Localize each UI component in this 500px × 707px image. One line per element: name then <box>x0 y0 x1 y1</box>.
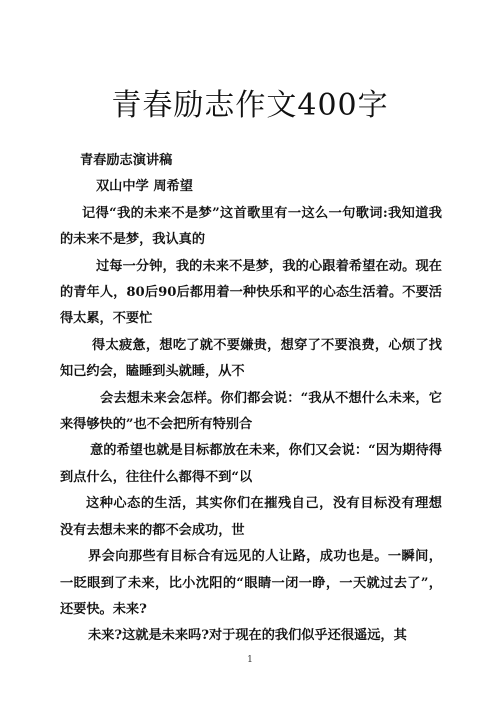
paragraph-1: 记得“我的未来不是梦”这首歌里有一这么一句歌词:我知道我的未来不是梦，我认真的 <box>60 205 442 248</box>
paragraph-7: 界会向那些有目标合有远见的人让路，成功也是。一瞬间，一眨眼到了未来，比小沈阳的“眼睛一闭一睁，一天就过去了”，还要快。未来? <box>60 549 442 617</box>
page-number: 1 <box>247 655 253 665</box>
paragraph-3: 得太疲惫，想吃了就不要嫌贵，想穿了不要浪费，心烦了找知己约会，瞌睡到头就睡，从不 <box>60 337 442 380</box>
paragraph-8: 未来?这就是未来吗?对于现在的我们似乎还很遥远，其 <box>88 628 407 644</box>
subheading: 青春励志演讲稿 <box>80 153 173 168</box>
paragraph-5: 意的希望也就是目标都放在未来，你们又会说：“因为期待得到点什么，往往什么都得不到“以 <box>60 443 442 485</box>
author-line: 双山中学 周希望 <box>96 179 193 195</box>
document-title: 青春励志作文400字 <box>111 88 389 123</box>
paragraph-6: 这种心态的生活，其实你们在摧残自己，没有目标没有理想没有去想未来的都不会成功，世 <box>60 496 442 538</box>
paragraph-4: 会去想未来会怎样。你们都会说：“我从不想什么未来，它来得够快的”也不会把所有特别合 <box>60 390 442 433</box>
paragraph-2: 过每一分钟，我的未来不是梦，我的心跟着希望在动。现在的青年人，80后90后都用着一种快乐和平的心态生活着。不要活得太累，不要忙 <box>60 258 442 327</box>
document-body <box>60 148 442 650</box>
